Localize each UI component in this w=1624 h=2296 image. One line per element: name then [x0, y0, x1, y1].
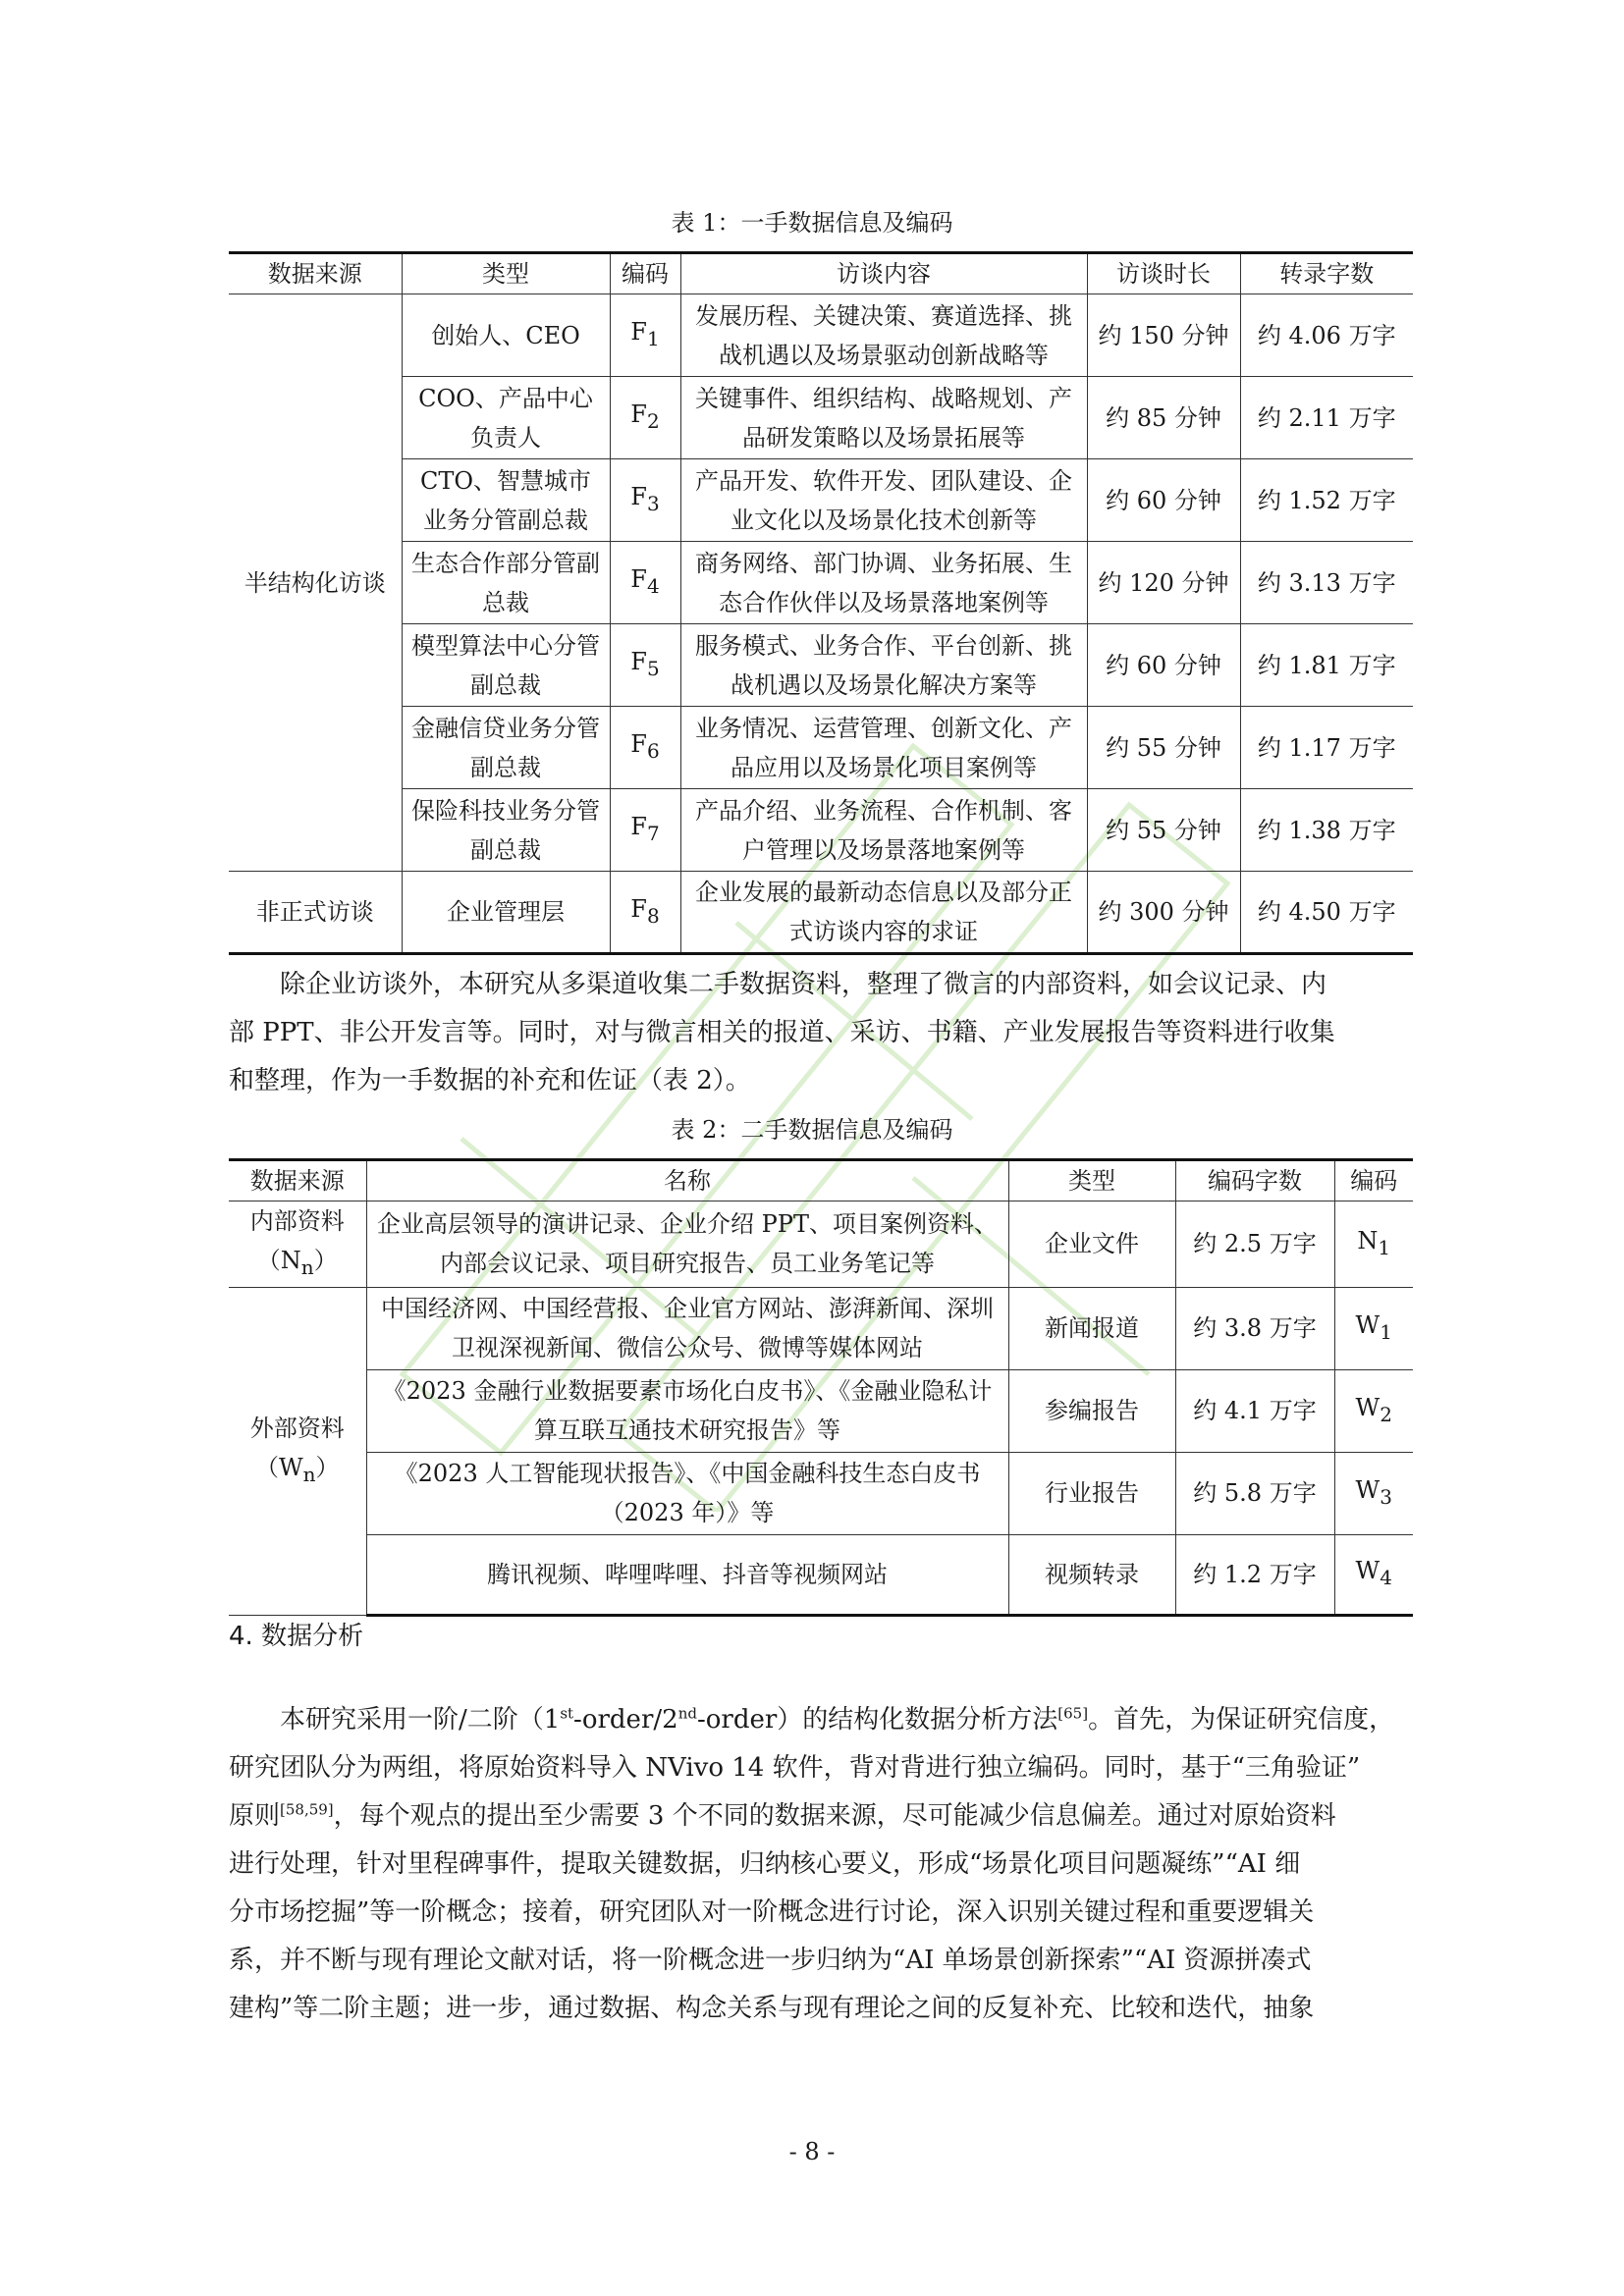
table1-header: 编码 [610, 253, 680, 294]
table2-cell-words: 约 4.1 万字 [1175, 1369, 1334, 1452]
table1-cell-code: $F_8$ [610, 872, 680, 954]
table2-header: 编码字数 [1175, 1160, 1334, 1201]
table1-cell-code: $F_1$ [610, 294, 680, 377]
table2-header: 类型 [1008, 1160, 1175, 1201]
table2-cell-type: 参编报告 [1008, 1369, 1175, 1452]
section-heading: 4. 数据分析 [229, 1622, 364, 1651]
table1-cell-content: 发展历程、关键决策、赛道选择、挑 战机遇以及场景驱动创新战略等 [680, 294, 1087, 377]
table1 [229, 251, 1413, 955]
paragraph-line: 研究团队分为两组，将原始资料导入 NVivo 14 软件，背对背进行独立编码。同时，基于“三角验证” [229, 1753, 1361, 1783]
table2-header: 名称 [366, 1160, 1008, 1201]
table2-cell-name: 腾讯视频、哔哩哔哩、抖音等视频网站 [366, 1534, 1008, 1615]
table2-cell-words: 约 1.2 万字 [1175, 1534, 1334, 1615]
table1-cell-duration: 约 300 分钟 [1087, 872, 1240, 954]
table1-cell-type: 企业管理层 [402, 872, 610, 954]
table2-header: 数据来源 [229, 1160, 366, 1201]
table2-cell-code: $N_1$ [1334, 1201, 1413, 1288]
table1-cell-duration: 约 150 分钟 [1087, 294, 1240, 377]
table1-cell-duration: 约 120 分钟 [1087, 542, 1240, 624]
paragraph-line: 除企业访谈外，本研究从多渠道收集二手数据资料，整理了微言的内部资料，如会议记录、内 [280, 970, 1327, 999]
table1-cell-code: $F_5$ [610, 624, 680, 707]
table2 [229, 1158, 1413, 1617]
paragraph-line: 原则[58,59]，每个观点的提出至少需要 3 个不同的数据来源，尽可能减少信息偏差。通过对原始资料 [229, 1800, 1336, 1831]
paragraph-line: 部 PPT、非公开发言等。同时，对与微言相关的报道、采访、书籍、产业发展报告等资料进行收集 [229, 1018, 1335, 1047]
table1-cell-duration: 约 85 分钟 [1087, 377, 1240, 459]
table1-header: 访谈内容 [680, 253, 1087, 294]
table1-cell-content: 服务模式、业务合作、平台创新、挑 战机遇以及场景化解决方案等 [680, 624, 1087, 707]
table2-cell-type: 企业文件 [1008, 1201, 1175, 1288]
paragraph-line: 进行处理，针对里程碑事件，提取关键数据，归纳核心要义，形成“场景化项目问题凝练”“AI 细 [229, 1849, 1301, 1879]
table2-group-label: 内部资料 $(N_n)$ [229, 1201, 366, 1288]
table1-cell-words: 约 1.81 万字 [1240, 624, 1413, 707]
table1-cell-duration: 约 55 分钟 [1087, 789, 1240, 872]
table1-cell-code: $F_2$ [610, 377, 680, 459]
table1-cell-words: 约 4.06 万字 [1240, 294, 1413, 377]
table1-cell-type: 生态合作部分管副 总裁 [402, 542, 610, 624]
table1-header: 访谈时长 [1087, 253, 1240, 294]
table1-cell-words: 约 1.52 万字 [1240, 459, 1413, 542]
paragraph-line: 本研究采用一阶/二阶（1st-order/2nd-order）的结构化数据分析方法[65]。首先，为保证研究信度， [280, 1704, 1395, 1735]
paragraph-line: 分市场挖掘”等一阶概念；接着，研究团队对一阶概念进行讨论，深入识别关键过程和重要逻辑关 [229, 1897, 1315, 1927]
table2-cell-code: $W_4$ [1334, 1534, 1413, 1615]
table1-cell-content: 产品开发、软件开发、团队建设、企 业文化以及场景化技术创新等 [680, 459, 1087, 542]
table1-cell-content: 产品介绍、业务流程、合作机制、客 户管理以及场景落地案例等 [680, 789, 1087, 872]
table1-cell-words: 约 1.17 万字 [1240, 707, 1413, 789]
paragraph-line: 系，并不断与现有理论文献对话，将一阶概念进一步归纳为“AI 单场景创新探索”“AI 资源拼凑式 [229, 1946, 1312, 1975]
table1-cell-type: 保险科技业务分管 副总裁 [402, 789, 610, 872]
table1-group-label: 半结构化访谈 [229, 294, 402, 872]
table1-group-label: 非正式访谈 [229, 872, 402, 954]
table1-header: 转录字数 [1240, 253, 1413, 294]
table1-cell-type: CTO、智慧城市 业务分管副总裁 [402, 459, 610, 542]
table2-cell-type: 视频转录 [1008, 1534, 1175, 1615]
table1-cell-content: 商务网络、部门协调、业务拓展、生 态合作伙伴以及场景落地案例等 [680, 542, 1087, 624]
table1-cell-type: 创始人、CEO [402, 294, 610, 377]
table2-group-label: 外部资料 $(W_n)$ [229, 1287, 366, 1615]
table2-cell-words: 约 2.5 万字 [1175, 1201, 1334, 1288]
table2-cell-type: 新闻报道 [1008, 1287, 1175, 1369]
table1-cell-duration: 约 55 分钟 [1087, 707, 1240, 789]
table2-header: 编码 [1334, 1160, 1413, 1201]
table2-cell-code: $W_1$ [1334, 1287, 1413, 1369]
table1-cell-code: $F_6$ [610, 707, 680, 789]
paragraph-line: 和整理，作为一手数据的补充和佐证（表 2）。 [229, 1066, 751, 1095]
body-paragraph [229, 961, 1413, 1105]
table1-cell-code: $F_3$ [610, 459, 680, 542]
paragraph-line: 建构”等二阶主题；进一步，通过数据、构念关系与现有理论之间的反复补充、比较和迭代，抽象 [229, 1994, 1315, 2023]
table2-cell-words: 约 3.8 万字 [1175, 1287, 1334, 1369]
table1-caption: 表 1：一手数据信息及编码 [671, 209, 953, 237]
table2-cell-code: $W_2$ [1334, 1369, 1413, 1452]
table2-cell-name: 中国经济网、中国经营报、企业官方网站、澎湃新闻、深圳 卫视深视新闻、微信公众号、微博等媒体网站 [366, 1287, 1008, 1369]
table1-cell-type: 模型算法中心分管 副总裁 [402, 624, 610, 707]
table2-cell-type: 行业报告 [1008, 1452, 1175, 1534]
table1-cell-duration: 约 60 分钟 [1087, 459, 1240, 542]
table1-cell-content: 业务情况、运营管理、创新文化、产 品应用以及场景化项目案例等 [680, 707, 1087, 789]
table1-cell-content: 企业发展的最新动态信息以及部分正 式访谈内容的求证 [680, 872, 1087, 954]
page-number: - 8 - [788, 2138, 836, 2165]
table1-cell-type: COO、产品中心 负责人 [402, 377, 610, 459]
table1-cell-duration: 约 60 分钟 [1087, 624, 1240, 707]
body-paragraph [229, 1696, 1413, 2033]
table1-cell-type: 金融信贷业务分管 副总裁 [402, 707, 610, 789]
table1-cell-words: 约 2.11 万字 [1240, 377, 1413, 459]
table1-cell-words: 约 1.38 万字 [1240, 789, 1413, 872]
table1-cell-words: 约 4.50 万字 [1240, 872, 1413, 954]
table2-cell-words: 约 5.8 万字 [1175, 1452, 1334, 1534]
table1-cell-code: $F_4$ [610, 542, 680, 624]
table2-cell-name: 《2023 金融行业数据要素市场化白皮书》、《金融业隐私计 算互联互通技术研究报告》等 [366, 1369, 1008, 1452]
table2-cell-code: $W_3$ [1334, 1452, 1413, 1534]
table2-cell-name: 企业高层领导的演讲记录、企业介绍 PPT、项目案例资料、 内部会议记录、项目研究报告、员工业务笔记等 [366, 1201, 1008, 1288]
table1-cell-words: 约 3.13 万字 [1240, 542, 1413, 624]
table1-cell-content: 关键事件、组织结构、战略规划、产 品研发策略以及场景拓展等 [680, 377, 1087, 459]
table1-cell-code: $F_7$ [610, 789, 680, 872]
table1-header: 数据来源 [229, 253, 402, 294]
table1-header: 类型 [402, 253, 610, 294]
table2-cell-name: 《2023 人工智能现状报告》、《中国金融科技生态白皮书 （2023 年）》等 [366, 1452, 1008, 1534]
table2-caption: 表 2：二手数据信息及编码 [671, 1116, 953, 1144]
